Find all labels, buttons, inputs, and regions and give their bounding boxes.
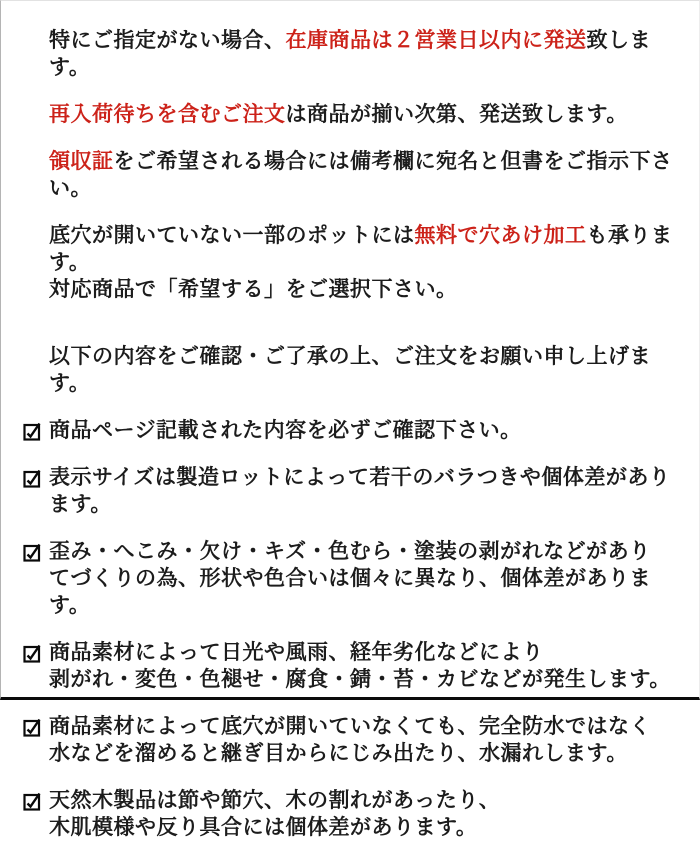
notice-item xyxy=(23,101,685,128)
notice-segment: は商品が揃い次第、発送致します。 xyxy=(285,103,628,126)
checkbox-icon xyxy=(23,464,49,488)
notice-text xyxy=(49,787,685,841)
notice-segment: 表示サイズは製造ロットによって若干のバラつきや個体差があります。 xyxy=(49,466,671,516)
bullet-icon xyxy=(23,27,49,31)
bullet-icon xyxy=(23,148,49,152)
notice-line xyxy=(49,222,685,276)
checkbox-icon xyxy=(23,787,49,811)
notice-text xyxy=(49,639,685,693)
notice-text xyxy=(49,148,685,202)
notice-segment: をご希望される場合には備考欄に宛名と但書をご指示下さい。 xyxy=(49,150,673,200)
notice-item xyxy=(23,417,685,444)
notice-line xyxy=(49,343,685,397)
notice-segment: 剥がれ・変色・色褪せ・腐食・錆・苔・カビなどが発生します。 xyxy=(49,668,671,691)
notice-segment-highlight: 領収証 xyxy=(49,150,114,173)
notice-segment: も承ります。 xyxy=(49,224,673,274)
notice-segment: てづくりの為、形状や色合いは個々に異なり、個体差があります。 xyxy=(49,567,651,617)
notice-line xyxy=(49,148,685,202)
checkbox-icon xyxy=(23,417,49,441)
notice-item xyxy=(23,27,685,81)
notice-segment: 商品素材によって底穴が開いていなくても、完全防水ではなく xyxy=(49,715,651,738)
notice-line xyxy=(49,713,685,740)
bullet-icon xyxy=(23,101,49,105)
notice-text xyxy=(49,343,685,397)
notice-text xyxy=(49,417,685,444)
notice-segment: 天然木製品は節や節穴、木の割れがあったり、 xyxy=(49,789,501,812)
notice-segment: 歪み・へこみ・欠け・キズ・色むら・塗装の剥がれなどがあり xyxy=(49,540,651,563)
notice-segment-highlight: 在庫商品は２営業日以内に発送 xyxy=(285,29,587,52)
notice-line xyxy=(49,27,685,81)
notice-line xyxy=(49,787,685,814)
notice-segment: 商品ページ記載された内容を必ずご確認下さい。 xyxy=(49,419,522,442)
notice-line xyxy=(49,639,685,666)
notice-segment: 以下の内容をご確認・ご了承の上、ご注文をお願い申し上げます。 xyxy=(49,345,651,395)
notice-text xyxy=(49,27,685,81)
checkbox-icon xyxy=(23,713,49,737)
notice-item xyxy=(23,222,685,303)
notice-item xyxy=(23,148,685,202)
notice-line xyxy=(49,417,685,444)
notice-segment: 木肌模様や反り具合には個体差があります。 xyxy=(49,816,478,839)
notice-line xyxy=(49,740,685,767)
notice-item xyxy=(23,464,685,518)
notice-text xyxy=(49,713,685,767)
notice-segment: 商品素材によって日光や風雨、経年劣化などにより xyxy=(49,641,544,664)
notice-segment-highlight: 無料で穴あけ加工 xyxy=(414,224,587,247)
notice-segment: 底穴が開いていない一部のポットには xyxy=(49,224,415,247)
notice-segment-highlight: 再入荷待ちを含むご注文 xyxy=(49,103,286,126)
notice-item xyxy=(23,787,685,841)
square-bullet-icon xyxy=(23,343,49,347)
notice-item xyxy=(23,713,685,767)
notice-segment: 対応商品で「希望する」をご選択下さい。 xyxy=(49,278,458,301)
notice-line xyxy=(49,464,685,518)
notice-line xyxy=(49,101,685,128)
checkbox-icon xyxy=(23,639,49,663)
notice-line xyxy=(49,538,685,565)
notice-text xyxy=(49,222,685,303)
notice-item xyxy=(23,538,685,619)
notice-segment: 致します。 xyxy=(49,29,651,79)
notice-line xyxy=(49,276,685,303)
notice-segment: 水などを溜めると継ぎ目からにじみ出たり、水漏れします。 xyxy=(49,742,628,765)
notice-text xyxy=(49,101,685,128)
notice-segment: 特にご指定がない場合、 xyxy=(49,29,286,52)
notice-item xyxy=(23,343,685,397)
notice-line xyxy=(49,814,685,841)
checkbox-icon xyxy=(23,538,49,562)
notice-line xyxy=(49,565,685,619)
notice-text xyxy=(49,538,685,619)
notice-text xyxy=(49,464,685,518)
notice-item xyxy=(23,639,685,693)
notice-line xyxy=(49,666,685,693)
bullet-icon xyxy=(23,222,49,226)
